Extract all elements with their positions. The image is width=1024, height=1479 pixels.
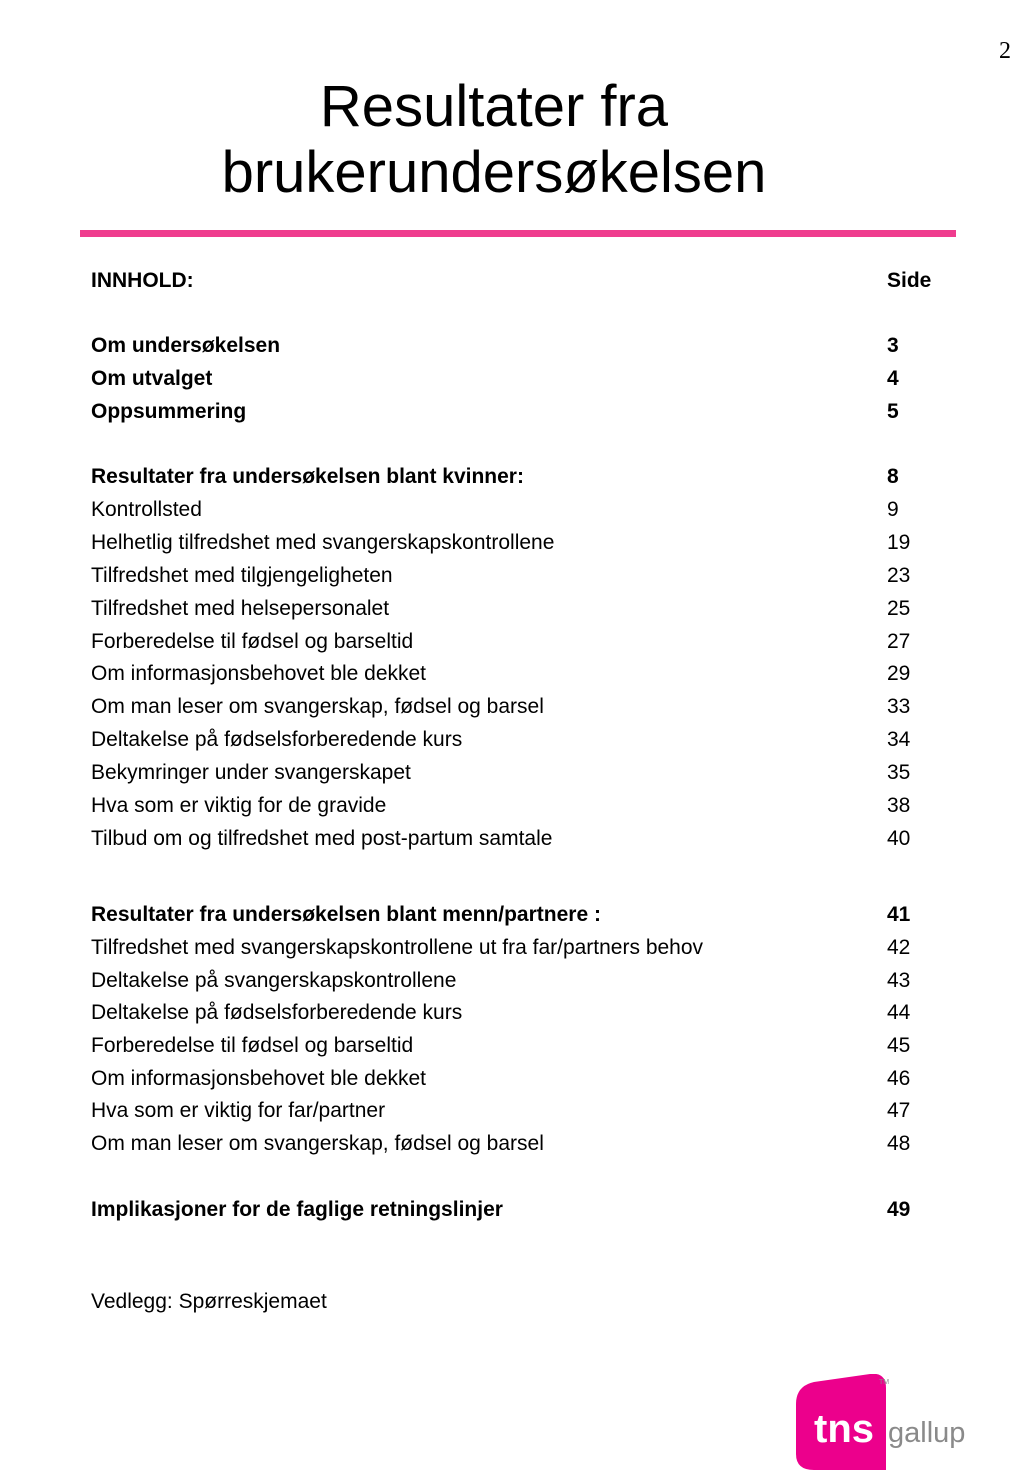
toc-heading: INNHOLD: xyxy=(91,269,194,292)
page-number: 2 xyxy=(999,38,1011,64)
toc-entry xyxy=(91,657,931,690)
toc-entry-label: Hva som er viktig for far/partner xyxy=(91,1099,386,1122)
toc-entry-page: 48 xyxy=(887,1132,911,1155)
toc-entry xyxy=(91,1029,931,1062)
toc-entry-page: 44 xyxy=(887,1001,911,1024)
toc-entry-page: 27 xyxy=(887,630,911,653)
toc-entry-page: 43 xyxy=(887,969,911,992)
toc-entry xyxy=(91,559,931,592)
toc-entry-page: 33 xyxy=(887,695,911,718)
toc-entry-label: Tilfredshet med svangerskapskontrollene ut fra far/partners behov xyxy=(91,936,704,959)
toc-entry xyxy=(91,898,931,931)
toc-entry-label: Resultater fra undersøkelsen blant kvinner: xyxy=(91,465,524,488)
toc-entry-label: Helhetlig tilfredshet med svangerskapskontrollene xyxy=(91,531,555,554)
toc-entry-page: 35 xyxy=(887,761,911,784)
toc-entry-page: 34 xyxy=(887,728,911,751)
toc-entry-label: Forberedelse til fødsel og barseltid xyxy=(91,1034,414,1057)
toc-entry-label: Tilfredshet med tilgjengeligheten xyxy=(91,564,393,587)
toc-entry-label: Om undersøkelsen xyxy=(91,334,281,357)
toc-entry-page: 19 xyxy=(887,531,911,554)
toc-entry-label: Om informasjonsbehovet ble dekket xyxy=(91,1067,427,1090)
toc-entry xyxy=(91,329,931,362)
toc-entry xyxy=(91,1062,931,1095)
toc-entry xyxy=(91,789,931,822)
toc-entry xyxy=(91,395,931,428)
toc-entry xyxy=(91,1094,931,1127)
logo-gallup-text: gallup xyxy=(888,1417,966,1449)
toc-entry-label: Oppsummering xyxy=(91,400,247,423)
tns-gallup-logo xyxy=(786,1374,966,1470)
toc-entry xyxy=(91,460,931,493)
logo-tns-text: tns xyxy=(814,1407,874,1451)
toc-entry xyxy=(91,964,931,997)
toc-entry-page: 41 xyxy=(887,903,911,926)
toc-entry-page: 9 xyxy=(887,498,899,521)
toc-entry-label: Tilfredshet med helsepersonalet xyxy=(91,597,390,620)
toc-entry xyxy=(91,526,931,559)
toc-entry-label: Om man leser om svangerskap, fødsel og barsel xyxy=(91,695,544,718)
toc-entry xyxy=(91,690,931,723)
toc-entry-label: Deltakelse på fødselsforberedende kurs xyxy=(91,728,463,751)
toc-entry-page: 45 xyxy=(887,1034,911,1057)
toc-entry-label: Kontrollsted xyxy=(91,498,202,521)
toc-page-heading: Side xyxy=(887,269,932,292)
toc-entry-label: Om utvalget xyxy=(91,367,213,390)
toc-entry xyxy=(91,362,931,395)
toc-entry-page: 40 xyxy=(887,827,911,850)
toc-entry-label: Bekymringer under svangerskapet xyxy=(91,761,411,784)
toc-entry xyxy=(91,931,931,964)
toc-entry-page: 4 xyxy=(887,367,899,390)
toc-entry xyxy=(91,493,931,526)
toc-entry-label: Forberedelse til fødsel og barseltid xyxy=(91,630,414,653)
toc-entry xyxy=(91,625,931,658)
toc-entry-label: Om man leser om svangerskap, fødsel og barsel xyxy=(91,1132,544,1155)
toc-entry-label: Hva som er viktig for de gravide xyxy=(91,794,387,817)
toc-header xyxy=(91,264,931,297)
toc-entry-page: 3 xyxy=(887,334,899,357)
logo-trademark: TM xyxy=(879,1379,890,1386)
toc-entry-label: Deltakelse på fødselsforberedende kurs xyxy=(91,1001,463,1024)
toc-entry-label: Deltakelse på svangerskapskontrollene xyxy=(91,969,457,992)
title-divider xyxy=(80,230,956,237)
toc-entry-page: 25 xyxy=(887,597,911,620)
toc-entry xyxy=(91,1127,931,1160)
toc-entry-label: Implikasjoner for de faglige retningslinjer xyxy=(91,1198,503,1221)
toc-entry xyxy=(91,996,931,1029)
toc-entry xyxy=(91,723,931,756)
toc-entry-page: 8 xyxy=(887,465,899,488)
toc-entry-page: 47 xyxy=(887,1099,911,1122)
title-line-2: brukerundersøkelsen xyxy=(221,140,767,205)
toc-entry-label: Om informasjonsbehovet ble dekket xyxy=(91,662,427,685)
toc-entry xyxy=(91,756,931,789)
toc-entry-page: 46 xyxy=(887,1067,911,1090)
toc-entry-page: 5 xyxy=(887,400,899,423)
toc-entry xyxy=(91,592,931,625)
appendix-note: Vedlegg: Spørreskjemaet xyxy=(91,1290,327,1313)
toc-entry xyxy=(91,1193,931,1226)
toc-entry-page: 49 xyxy=(887,1198,911,1221)
toc-entry-page: 38 xyxy=(887,794,911,817)
title-line-1: Resultater fra xyxy=(319,74,669,139)
toc-entry-page: 29 xyxy=(887,662,911,685)
toc-entry xyxy=(91,822,931,855)
toc-entry-label: Resultater fra undersøkelsen blant menn/partnere : xyxy=(91,903,601,926)
toc-entry-page: 42 xyxy=(887,936,911,959)
toc-entry-page: 23 xyxy=(887,564,911,587)
toc-entry-label: Tilbud om og tilfredshet med post-partum samtale xyxy=(91,827,553,850)
page-title xyxy=(0,74,988,206)
